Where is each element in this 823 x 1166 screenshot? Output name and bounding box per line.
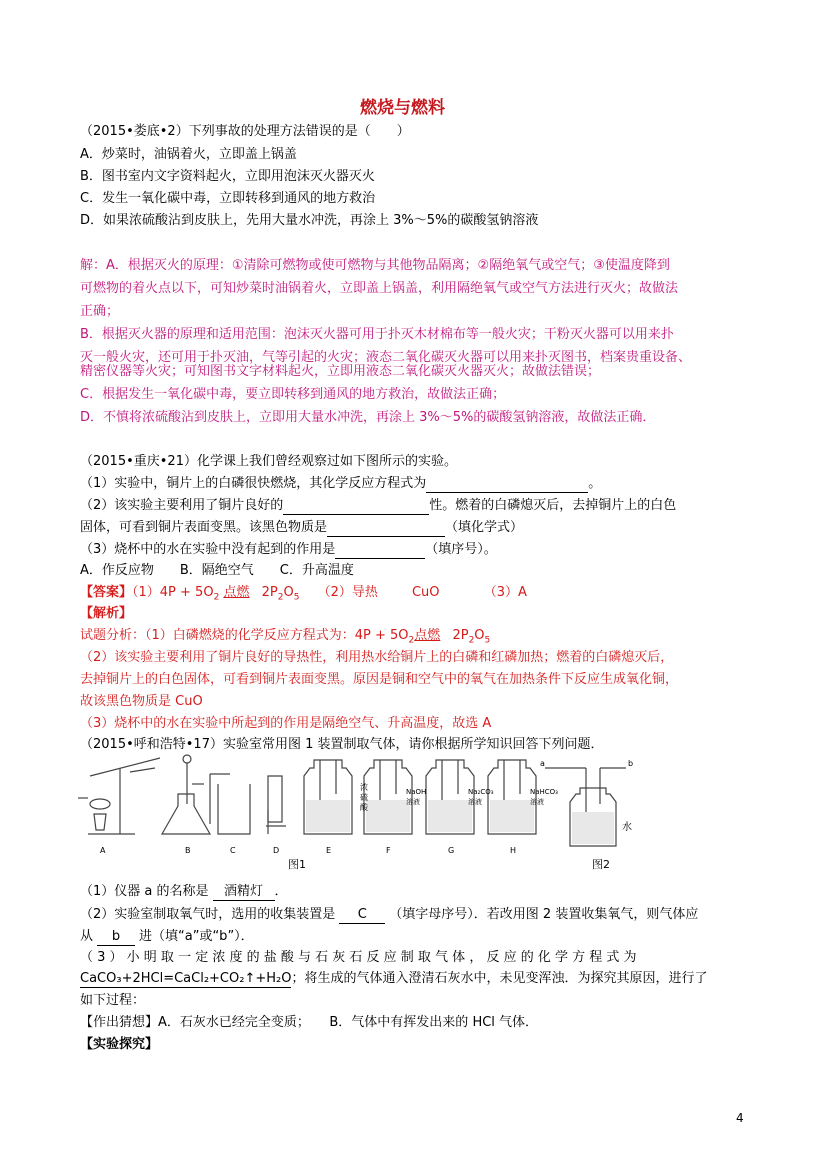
q1-option-b: B．图书室内文字资料起火，立即用泡沫灭火器灭火 (80, 169, 375, 184)
fig-label-h: H (510, 846, 517, 855)
q1-solution-line: 正确； (80, 304, 120, 319)
bottle-label-na2co3-2: 溶液 (468, 798, 482, 806)
q3-stem: （2015•呼和浩特•17）实验室常用图 1 装置制取气体，请你根据所学知识回答下列问题． (80, 737, 604, 752)
fig-label-a: A (100, 846, 106, 855)
q2-answer: 【答案】$(1)4P + 5O_2$ 点燃 $2P_2O_5$ （2）导热 CuO （3）A (80, 585, 527, 603)
page-title: 燃烧与燃料 (360, 98, 445, 118)
bottle-label-naoh-2: 溶液 (406, 798, 420, 806)
q3-part2: （2）实验室制取氧气时，选用的收集装置是 C （填字母序号）．若改用图 2 装置收集氧气，则气体应 (80, 907, 699, 922)
q1-solution-line: B．根据灭火器的原理和适用范围：泡沫灭火器可用于扑灭木材棉布等一般火灾；干粉灭火器可以用来扑 (80, 327, 674, 342)
apparatus-figure (70, 754, 700, 874)
q1-option-d: D．如果浓硫酸沾到皮肤上，先用大量水冲洗，再涂上 3%～5%的碳酸氢钠溶液 (80, 213, 539, 228)
q2-analysis-line: （3）烧杯中的水在实验中所起到的作用是隔绝空气、升高温度，故选 A (80, 716, 492, 731)
fig-label-c: C (230, 846, 236, 855)
bottle-label-e2: 硫 (360, 793, 368, 802)
q1-solution-line: 精密仪器等火灾；可知图书文字材料起火，立即用液态二氧化碳灭火器灭火；故做法错误； (80, 364, 601, 379)
q1-solution-line: C．根据发生一氧化碳中毒，要立即转移到通风的地方救治，故做法正确； (80, 387, 506, 402)
q1-stem: （2015•娄底•2）下列事故的处理方法错误的是（ ） (80, 124, 410, 139)
q3-guess: 【作出猜想】A．石灰水已经完全变质； B．气体中有挥发出来的 HCl 气体． (80, 1015, 539, 1030)
q3-part1: （1）仪器 a 的名称是 酒精灯 ． (80, 884, 288, 899)
figure-1-caption: 图1 (288, 858, 306, 871)
bottle-label-e3: 酸 (360, 803, 368, 812)
q3-part3-cont: CaCO₃+2HCl=CaCl₂+CO₂↑+H₂O；将生成的气体通入澄清石灰水中，未见变浑浊．为探究其原因，进行了 (80, 971, 708, 986)
q2-analysis-line: 故该黑色物质是 CuO (80, 694, 203, 709)
bottle-label-nahco3-2: 溶液 (530, 798, 544, 806)
bottle-label-na2co3: Na₂CO₃ (468, 788, 494, 796)
q1-solution-line: 灭一般火灾，还可用于扑灭油，气等引起的火灾；液态二氧化碳灭火器可以用来扑灭图书，档案贵重设备、 (80, 350, 692, 365)
q2-analysis-label: 【解析】 (80, 606, 133, 621)
fig2-label-a: a (540, 759, 545, 768)
q2-analysis-line: （2）该实验主要利用了铜片良好的导热性，利用热水给铜片上的白磷和红磷加热；燃着的白磷熄灭后， (80, 650, 674, 665)
q1-option-c: C．发生一氧化碳中毒，立即转移到通风的地方救治 (80, 191, 376, 206)
fig-label-e: E (326, 846, 332, 855)
q2-part2-cont: 固体，可看到铜片表面变黑。该黑色物质是 （填化学式） (80, 520, 524, 535)
figure-2-caption: 图2 (592, 858, 610, 871)
fig-label-d: D (273, 846, 280, 855)
fig2-label-water: 水 (622, 822, 632, 833)
q2-options: A．作反应物 B．隔绝空气 C．升高温度 (80, 563, 354, 578)
page-number: 4 (736, 1111, 744, 1125)
q2-part2: （2）该实验主要利用了铜片良好的 性。燃着的白磷熄灭后，去掉铜片上的白色 (80, 498, 677, 513)
fig-label-b: B (185, 846, 191, 855)
q2-part3: （3）烧杯中的水在实验中没有起到的作用是 （填序号）。 (80, 542, 497, 557)
bottle-label-nahco3: NaHCO₃ (530, 788, 558, 796)
q3-explore: 【实验探究】 (80, 1037, 159, 1052)
q1-solution-line: D．不慎将浓硫酸沾到皮肤上，立即用大量水冲洗，再涂上 3%～5%的碳酸氢钠溶液，故做法正确． (80, 410, 656, 425)
q3-part2-cont: 从 b 进（填“a”或“b”）． (80, 929, 254, 944)
bottle-label-e1: 浓 (360, 783, 368, 792)
q2-stem: （2015•重庆•21）化学课上我们曾经观察过如下图所示的实验。 (80, 454, 457, 469)
q2-part1: （1）实验中，铜片上的白磷很快燃烧，其化学反应方程式为 。 (80, 476, 602, 491)
fig2-label-b: b (628, 759, 634, 768)
q1-solution-line: 解：A．根据灭火的原理：①清除可燃物或使可燃物与其他物品隔离；②隔绝氧气或空气；③使温度降到 (80, 258, 670, 273)
fig-label-g: G (448, 846, 455, 855)
bottle-label-naoh: NaOH (406, 788, 427, 796)
q2-analysis-line: 去掉铜片上的白色固体，可看到铜片表面变黑。原因是铜和空气中的氧气在加热条件下反应生成氧化铜， (80, 672, 679, 687)
q2-analysis-line: 试题分析：（1）白磷燃烧的化学反应方程式为：$4P + 5O_2$点燃 $2P_2O_5$ (80, 628, 491, 646)
fig-label-f: F (386, 846, 391, 855)
q3-part3: （ 3 ） 小 明 取 一 定 浓 度 的 盐 酸 与 石 灰 石 反 应 制 取 气 体 ， 反 应 的 化 学 方 程 式 为 (80, 950, 637, 965)
q3-part3-end: 如下过程： (80, 993, 146, 1008)
q1-solution-line: 可燃物的着火点以下，可知炒菜时油锅着火，立即盖上锅盖，利用隔绝氧气或空气方法进行灭火；故做法 (80, 281, 679, 296)
q1-option-a: A．炒菜时，油锅着火，立即盖上锅盖 (80, 147, 297, 162)
